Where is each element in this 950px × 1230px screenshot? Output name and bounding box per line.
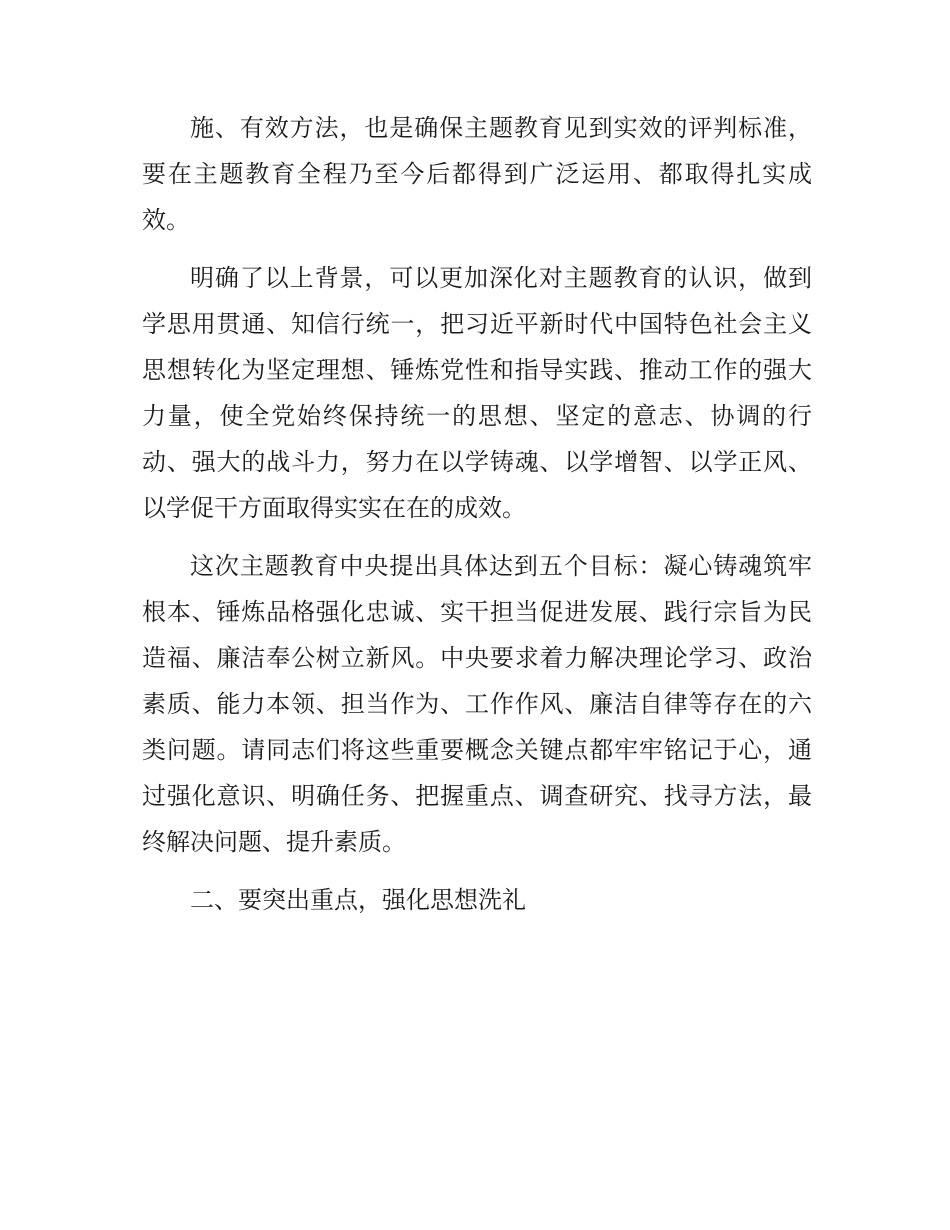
text-line: 素质、能力本领、担当作为、工作作风、廉洁自律等存在的六 [142, 690, 812, 718]
text-line: 学思用贯通、知信行统一，把习近平新时代中国特色社会主义 [142, 310, 812, 338]
text-line: 终解决问题、提升素质。 [142, 828, 406, 856]
text-line: 要在主题教育全程乃至今后都得到广泛运用、都取得扎实成 [142, 160, 812, 188]
section-heading-text: 二、要突出重点，强化思想洗礼 [190, 886, 526, 914]
text-line: 明确了以上背景，可以更加深化对主题教育的认识，做到 [190, 264, 812, 292]
text-line: 动、强大的战斗力，努力在以学铸魂、以学增智、以学正风、 [142, 448, 812, 476]
text-line: 过强化意识、明确任务、把握重点、调查研究、找寻方法，最 [142, 782, 812, 810]
text-line: 以学促干方面取得实实在在的成效。 [142, 494, 526, 522]
paragraph-2 [142, 255, 812, 531]
paragraph-3 [142, 543, 812, 865]
document-body [142, 105, 812, 935]
paragraph-1 [142, 105, 812, 243]
section-heading [142, 877, 812, 923]
text-line: 这次主题教育中央提出具体达到五个目标：凝心铸魂筑牢 [190, 552, 812, 580]
text-line: 造福、廉洁奉公树立新风。中央要求着力解决理论学习、政治 [142, 644, 812, 672]
text-line: 效。 [142, 206, 190, 234]
text-line: 类问题。请同志们将这些重要概念关键点都牢牢铭记于心，通 [142, 736, 812, 764]
text-line: 根本、锤炼品格强化忠诚、实干担当促进发展、践行宗旨为民 [142, 598, 812, 626]
text-line: 思想转化为坚定理想、锤炼党性和指导实践、推动工作的强大 [142, 356, 812, 384]
text-line: 施、有效方法，也是确保主题教育见到实效的评判标准， [190, 114, 812, 142]
text-line: 力量，使全党始终保持统一的思想、坚定的意志、协调的行 [142, 402, 812, 430]
